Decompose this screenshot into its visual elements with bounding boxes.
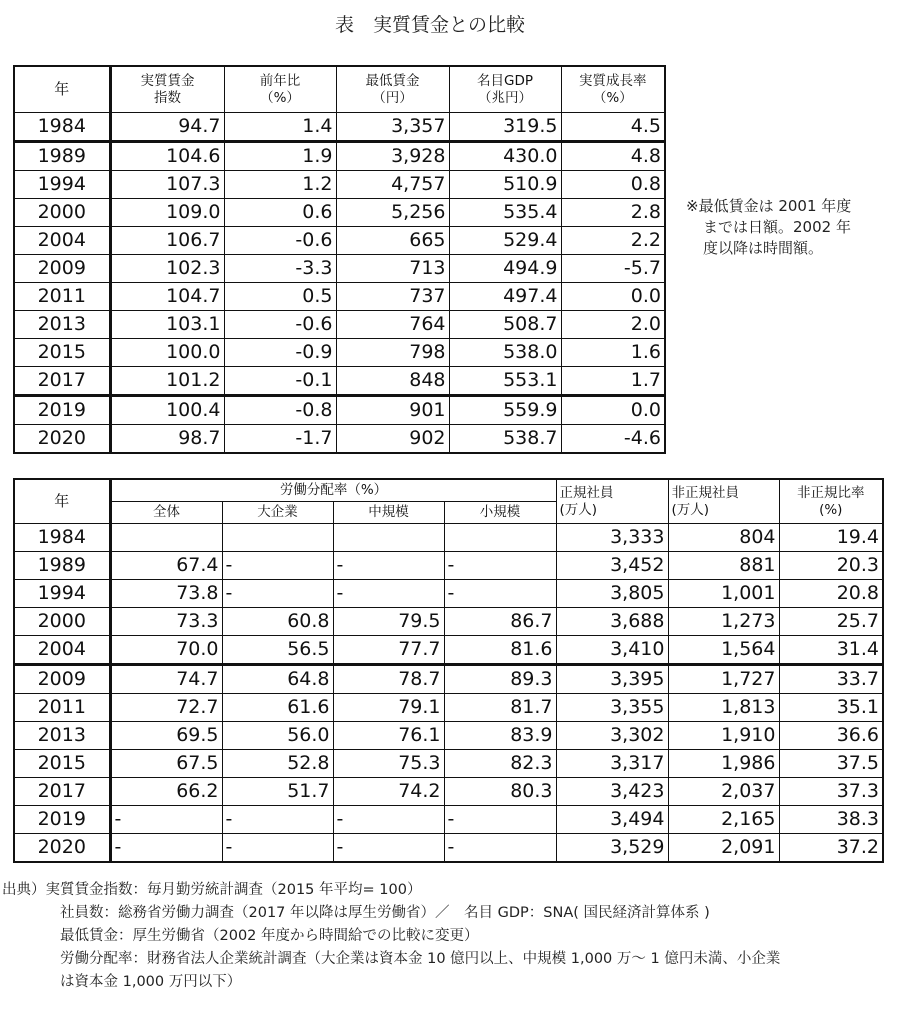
- sources-footnote: [2, 879, 780, 994]
- cell-year: 2019: [14, 806, 110, 834]
- cell-ratio: 19.4: [779, 524, 883, 552]
- cell-regular: 3,302: [556, 722, 668, 750]
- cell-min-wage: 902: [336, 425, 449, 454]
- table-row: [14, 834, 883, 863]
- header-year: 年: [14, 479, 110, 524]
- source-line: は資本金 1,000 万円以下）: [60, 974, 242, 990]
- cell-year: 2004: [14, 636, 110, 665]
- cell-real-wage-index: 98.7: [110, 425, 224, 454]
- table-row: [14, 425, 665, 454]
- cell-yoy: -0.6: [224, 311, 336, 339]
- cell-small: -: [444, 834, 556, 863]
- header-all: 全体: [110, 502, 222, 524]
- header-nonregular-ratio: 非正規比率 (%): [779, 479, 883, 524]
- cell-yoy: 1.4: [224, 113, 336, 142]
- cell-medium: -: [333, 552, 444, 580]
- cell-small: 86.7: [444, 608, 556, 636]
- cell-all: 66.2: [110, 778, 222, 806]
- cell-medium: 79.5: [333, 608, 444, 636]
- table-header-row: [14, 479, 883, 502]
- cell-large: 60.8: [222, 608, 333, 636]
- cell-large: 56.5: [222, 636, 333, 665]
- cell-regular: 3,688: [556, 608, 668, 636]
- cell-small: [444, 524, 556, 552]
- cell-real-wage-index: 103.1: [110, 311, 224, 339]
- cell-regular: 3,494: [556, 806, 668, 834]
- header-regular: 正規社員 (万人): [556, 479, 668, 524]
- header-nominal-gdp: 名目GDP （兆円）: [449, 66, 561, 113]
- cell-year: 1994: [14, 580, 110, 608]
- cell-year: 1994: [14, 171, 110, 199]
- table-row: [14, 750, 883, 778]
- cell-medium: 79.1: [333, 694, 444, 722]
- cell-real-growth: -5.7: [561, 255, 665, 283]
- cell-ratio: 20.3: [779, 552, 883, 580]
- table-row: [14, 722, 883, 750]
- cell-min-wage: 3,928: [336, 142, 449, 171]
- table-row: [14, 580, 883, 608]
- cell-small: 83.9: [444, 722, 556, 750]
- cell-real-wage-index: 101.2: [110, 367, 224, 396]
- cell-real-growth: 0.0: [561, 283, 665, 311]
- cell-real-growth: 4.5: [561, 113, 665, 142]
- cell-real-wage-index: 100.0: [110, 339, 224, 367]
- cell-yoy: 0.5: [224, 283, 336, 311]
- cell-min-wage: 3,357: [336, 113, 449, 142]
- cell-nonregular: 1,001: [668, 580, 779, 608]
- cell-real-wage-index: 109.0: [110, 199, 224, 227]
- cell-large: -: [222, 580, 333, 608]
- table-row: [14, 113, 665, 142]
- cell-all: 72.7: [110, 694, 222, 722]
- cell-real-growth: 2.8: [561, 199, 665, 227]
- table-row: [14, 694, 883, 722]
- cell-regular: 3,355: [556, 694, 668, 722]
- cell-year: 2013: [14, 722, 110, 750]
- cell-year: 1989: [14, 552, 110, 580]
- cell-ratio: 37.2: [779, 834, 883, 863]
- labor-share-table: [13, 478, 884, 863]
- table-header-row: [14, 66, 665, 113]
- cell-ratio: 38.3: [779, 806, 883, 834]
- table-row: [14, 636, 883, 665]
- table-row: [14, 142, 665, 171]
- cell-all: 74.7: [110, 665, 222, 694]
- cell-large: 52.8: [222, 750, 333, 778]
- cell-medium: 78.7: [333, 665, 444, 694]
- source-line: 最低賃金：厚生労働省（2002 年度から時間給での比較に変更）: [60, 928, 479, 944]
- cell-regular: 3,410: [556, 636, 668, 665]
- cell-all: 67.4: [110, 552, 222, 580]
- cell-small: 82.3: [444, 750, 556, 778]
- table-row: [14, 806, 883, 834]
- source-line: 出典）実質賃金指数：毎月勤労統計調査（2015 年平均= 100）: [2, 882, 422, 898]
- table-row: [14, 311, 665, 339]
- cell-all: -: [110, 806, 222, 834]
- source-line: 社員数：総務省労働力調査（2017 年以降は厚生労働省）／ 名目 GDP：SNA( 国民経済計算体系 ): [60, 905, 710, 921]
- cell-year: 2004: [14, 227, 110, 255]
- table-row: [14, 552, 883, 580]
- cell-ratio: 25.7: [779, 608, 883, 636]
- cell-large: 56.0: [222, 722, 333, 750]
- cell-real-growth: -4.6: [561, 425, 665, 454]
- note-line: ※最低賃金は 2001 年度: [686, 197, 852, 215]
- cell-real-wage-index: 100.4: [110, 396, 224, 425]
- cell-ratio: 36.6: [779, 722, 883, 750]
- cell-nonregular: 1,273: [668, 608, 779, 636]
- cell-large: 51.7: [222, 778, 333, 806]
- cell-year: 2017: [14, 367, 110, 396]
- cell-regular: 3,452: [556, 552, 668, 580]
- cell-real-wage-index: 107.3: [110, 171, 224, 199]
- cell-year: 2020: [14, 834, 110, 863]
- cell-yoy: 1.9: [224, 142, 336, 171]
- cell-nonregular: 2,091: [668, 834, 779, 863]
- cell-regular: 3,805: [556, 580, 668, 608]
- header-labor-share: 労働分配率（%）: [110, 479, 556, 502]
- cell-large: -: [222, 834, 333, 863]
- cell-all: 67.5: [110, 750, 222, 778]
- cell-year: 2013: [14, 311, 110, 339]
- header-nonregular: 非正規社員 (万人): [668, 479, 779, 524]
- cell-real-wage-index: 104.6: [110, 142, 224, 171]
- cell-year: 2009: [14, 665, 110, 694]
- cell-min-wage: 5,256: [336, 199, 449, 227]
- cell-nominal-gdp: 508.7: [449, 311, 561, 339]
- cell-yoy: -3.3: [224, 255, 336, 283]
- table-row: [14, 396, 665, 425]
- cell-real-growth: 0.8: [561, 171, 665, 199]
- cell-min-wage: 848: [336, 367, 449, 396]
- note-line: までは日額。2002 年: [703, 218, 851, 236]
- cell-year: 2011: [14, 694, 110, 722]
- table-row: [14, 227, 665, 255]
- cell-year: 2020: [14, 425, 110, 454]
- cell-real-growth: 2.2: [561, 227, 665, 255]
- cell-real-growth: 0.0: [561, 396, 665, 425]
- table-row: [14, 524, 883, 552]
- cell-real-wage-index: 106.7: [110, 227, 224, 255]
- cell-real-growth: 1.6: [561, 339, 665, 367]
- cell-regular: 3,395: [556, 665, 668, 694]
- cell-small: -: [444, 580, 556, 608]
- cell-medium: -: [333, 580, 444, 608]
- cell-all: -: [110, 834, 222, 863]
- cell-nominal-gdp: 538.0: [449, 339, 561, 367]
- cell-year: 1984: [14, 524, 110, 552]
- cell-nominal-gdp: 535.4: [449, 199, 561, 227]
- cell-min-wage: 764: [336, 311, 449, 339]
- cell-small: -: [444, 806, 556, 834]
- cell-small: 81.7: [444, 694, 556, 722]
- table-row: [14, 778, 883, 806]
- table-row: [14, 171, 665, 199]
- cell-nonregular: 804: [668, 524, 779, 552]
- cell-year: 2011: [14, 283, 110, 311]
- cell-year: 2015: [14, 750, 110, 778]
- cell-min-wage: 713: [336, 255, 449, 283]
- table-row: [14, 339, 665, 367]
- cell-min-wage: 665: [336, 227, 449, 255]
- cell-year: 2009: [14, 255, 110, 283]
- cell-nominal-gdp: 510.9: [449, 171, 561, 199]
- cell-regular: 3,333: [556, 524, 668, 552]
- cell-nominal-gdp: 497.4: [449, 283, 561, 311]
- cell-large: 64.8: [222, 665, 333, 694]
- cell-yoy: -0.1: [224, 367, 336, 396]
- header-large: 大企業: [222, 502, 333, 524]
- cell-nonregular: 1,813: [668, 694, 779, 722]
- header-real-growth: 実質成長率 （%）: [561, 66, 665, 113]
- header-real-wage-index: 実質賃金 指数: [110, 66, 224, 113]
- cell-all: 73.3: [110, 608, 222, 636]
- cell-year: 2000: [14, 199, 110, 227]
- min-wage-note: [686, 196, 851, 259]
- cell-medium: 77.7: [333, 636, 444, 665]
- cell-medium: 75.3: [333, 750, 444, 778]
- cell-nominal-gdp: 529.4: [449, 227, 561, 255]
- cell-nominal-gdp: 319.5: [449, 113, 561, 142]
- cell-large: -: [222, 806, 333, 834]
- cell-medium: 76.1: [333, 722, 444, 750]
- table-row: [14, 199, 665, 227]
- cell-medium: -: [333, 834, 444, 863]
- cell-nonregular: 2,037: [668, 778, 779, 806]
- source-line: 労働分配率：財務省法人企業統計調査（大企業は資本金 10 億円以上、中規模 1,000 万～ 1 億円未満、小企業: [60, 951, 781, 967]
- table-row: [14, 665, 883, 694]
- cell-nominal-gdp: 553.1: [449, 367, 561, 396]
- cell-ratio: 31.4: [779, 636, 883, 665]
- cell-year: 2015: [14, 339, 110, 367]
- cell-small: 89.3: [444, 665, 556, 694]
- header-yoy: 前年比 （%）: [224, 66, 336, 113]
- cell-nonregular: 1,986: [668, 750, 779, 778]
- cell-nonregular: 1,564: [668, 636, 779, 665]
- cell-real-growth: 1.7: [561, 367, 665, 396]
- cell-medium: [333, 524, 444, 552]
- cell-small: 81.6: [444, 636, 556, 665]
- table-row: [14, 255, 665, 283]
- cell-year: 1984: [14, 113, 110, 142]
- table-row: [14, 608, 883, 636]
- cell-nonregular: 881: [668, 552, 779, 580]
- cell-real-growth: 4.8: [561, 142, 665, 171]
- cell-year: 2019: [14, 396, 110, 425]
- cell-year: 2017: [14, 778, 110, 806]
- cell-nominal-gdp: 494.9: [449, 255, 561, 283]
- cell-all: 73.8: [110, 580, 222, 608]
- cell-large: [222, 524, 333, 552]
- cell-yoy: -0.6: [224, 227, 336, 255]
- cell-real-wage-index: 102.3: [110, 255, 224, 283]
- cell-nominal-gdp: 559.9: [449, 396, 561, 425]
- header-year: 年: [14, 66, 110, 113]
- note-line: 度以降は時間額。: [703, 239, 824, 257]
- header-medium: 中規模: [333, 502, 444, 524]
- page-title: 表 実質賃金との比較: [334, 14, 525, 36]
- cell-ratio: 37.5: [779, 750, 883, 778]
- cell-regular: 3,423: [556, 778, 668, 806]
- cell-nominal-gdp: 538.7: [449, 425, 561, 454]
- cell-min-wage: 798: [336, 339, 449, 367]
- cell-medium: 74.2: [333, 778, 444, 806]
- cell-real-wage-index: 104.7: [110, 283, 224, 311]
- cell-small: 80.3: [444, 778, 556, 806]
- cell-small: -: [444, 552, 556, 580]
- cell-ratio: 35.1: [779, 694, 883, 722]
- cell-yoy: -1.7: [224, 425, 336, 454]
- cell-min-wage: 4,757: [336, 171, 449, 199]
- cell-all: 69.5: [110, 722, 222, 750]
- cell-large: -: [222, 552, 333, 580]
- cell-all: 70.0: [110, 636, 222, 665]
- table-row: [14, 367, 665, 396]
- cell-nonregular: 1,727: [668, 665, 779, 694]
- cell-real-growth: 2.0: [561, 311, 665, 339]
- cell-nonregular: 1,910: [668, 722, 779, 750]
- real-wage-table: [13, 65, 666, 454]
- header-min-wage: 最低賃金 （円）: [336, 66, 449, 113]
- cell-nominal-gdp: 430.0: [449, 142, 561, 171]
- cell-year: 1989: [14, 142, 110, 171]
- cell-yoy: 0.6: [224, 199, 336, 227]
- cell-all: [110, 524, 222, 552]
- cell-yoy: -0.8: [224, 396, 336, 425]
- cell-ratio: 33.7: [779, 665, 883, 694]
- cell-large: 61.6: [222, 694, 333, 722]
- cell-nonregular: 2,165: [668, 806, 779, 834]
- cell-ratio: 20.8: [779, 580, 883, 608]
- cell-yoy: -0.9: [224, 339, 336, 367]
- cell-real-wage-index: 94.7: [110, 113, 224, 142]
- cell-regular: 3,317: [556, 750, 668, 778]
- cell-min-wage: 901: [336, 396, 449, 425]
- cell-medium: -: [333, 806, 444, 834]
- cell-regular: 3,529: [556, 834, 668, 863]
- cell-min-wage: 737: [336, 283, 449, 311]
- table-row: [14, 283, 665, 311]
- cell-year: 2000: [14, 608, 110, 636]
- cell-ratio: 37.3: [779, 778, 883, 806]
- header-small: 小規模: [444, 502, 556, 524]
- cell-yoy: 1.2: [224, 171, 336, 199]
